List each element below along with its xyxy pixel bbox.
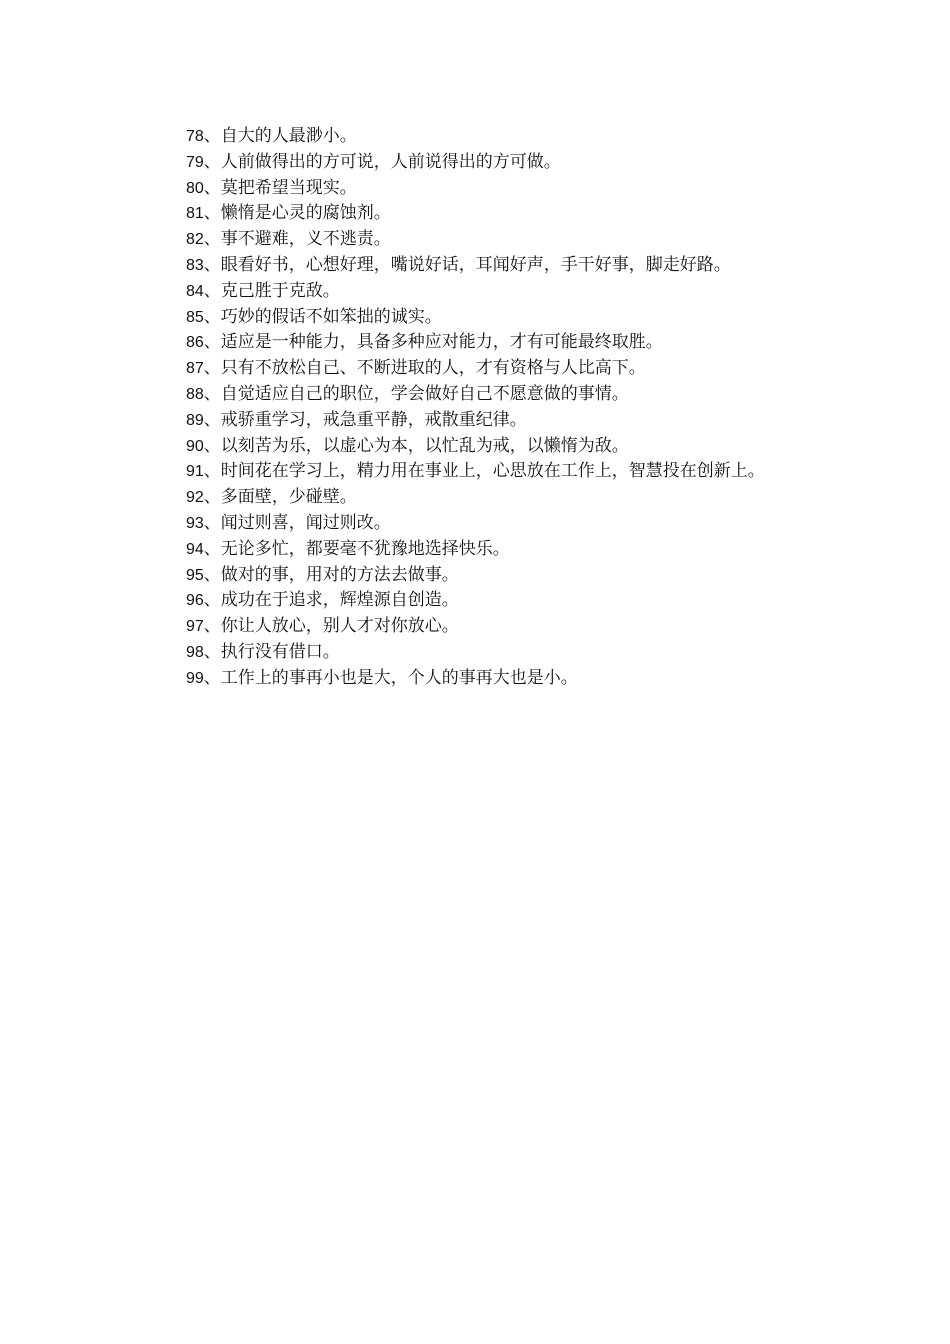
- list-item: [144, 305, 824, 331]
- list-item: [144, 408, 824, 434]
- item-text: 执行没有借口。: [220, 641, 340, 662]
- item-text: 自觉适应自己的职位，学会做好自己不愿意做的事情。: [220, 383, 629, 404]
- list-item: [144, 176, 824, 202]
- list-item: [144, 666, 824, 692]
- list-item: [144, 640, 824, 666]
- list-item: [144, 201, 824, 227]
- item-number: 84: [186, 282, 204, 300]
- quote-list: [144, 124, 824, 692]
- item-text: 莫把希望当现实。: [220, 177, 357, 198]
- item-number: 90: [186, 437, 204, 455]
- item-text: 戒骄重学习，戒急重平静，戒散重纪律。: [220, 409, 527, 430]
- item-number: 78: [186, 128, 204, 145]
- item-separator: 、: [203, 177, 221, 198]
- item-text: 工作上的事再小也是大，个人的事再大也是小。: [220, 667, 578, 688]
- item-number: 85: [186, 308, 204, 326]
- item-separator: 、: [203, 641, 221, 662]
- item-number: 93: [186, 514, 204, 532]
- list-item: [144, 150, 824, 176]
- item-text: 无论多忙，都要毫不犹豫地选择快乐。: [220, 538, 510, 559]
- item-separator: 、: [203, 435, 221, 456]
- item-separator: 、: [203, 203, 221, 224]
- item-separator: 、: [203, 280, 221, 301]
- item-number: 82: [186, 231, 204, 249]
- item-text: 你让人放心，别人才对你放心。: [220, 616, 459, 637]
- list-item: [144, 356, 824, 382]
- item-number: 88: [186, 385, 204, 403]
- list-item: [144, 511, 824, 537]
- item-separator: 、: [203, 616, 221, 637]
- item-number: 92: [186, 489, 204, 507]
- item-text: 事不避难，义不逃责。: [220, 229, 391, 250]
- item-separator: 、: [203, 151, 221, 172]
- item-separator: 、: [203, 564, 221, 585]
- item-number: 79: [186, 153, 204, 171]
- item-separator: 、: [203, 358, 221, 379]
- list-item: [144, 382, 824, 408]
- item-number: 80: [186, 179, 204, 197]
- list-item: [144, 563, 824, 589]
- item-text: 闻过则喜，闻过则改。: [220, 512, 391, 533]
- item-text: 自大的人最渺小。: [220, 126, 357, 146]
- list-item: [144, 537, 824, 563]
- item-text: 眼看好书，心想好理，嘴说好话，耳闻好声，手干好事，脚走好路。: [220, 254, 731, 275]
- list-item: [144, 279, 824, 305]
- list-item: [144, 485, 824, 511]
- item-number: 99: [186, 669, 204, 687]
- list-item: [144, 614, 824, 640]
- item-number: 89: [186, 411, 204, 429]
- item-number: 83: [186, 256, 204, 274]
- list-item: [144, 330, 824, 356]
- item-number: 94: [186, 540, 204, 558]
- item-separator: 、: [203, 487, 221, 508]
- item-number: 95: [186, 566, 204, 584]
- list-item: [144, 227, 824, 253]
- item-text: 适应是一种能力，具备多种应对能力，才有可能最终取胜。: [220, 332, 663, 353]
- item-separator: 、: [203, 538, 221, 559]
- item-text: 多面壁，少碰壁。: [220, 487, 357, 508]
- item-number: 97: [186, 618, 204, 636]
- item-text: 做对的事，用对的方法去做事。: [220, 564, 459, 585]
- item-text: 克己胜于克敌。: [220, 280, 340, 301]
- item-text: 巧妙的假话不如笨拙的诚实。: [220, 306, 442, 327]
- item-number: 91: [186, 463, 204, 481]
- item-separator: 、: [203, 126, 221, 146]
- item-text: 只有不放松自己、不断进取的人，才有资格与人比高下。: [220, 358, 646, 379]
- list-item: [144, 253, 824, 279]
- list-item: [144, 459, 824, 485]
- item-text: 成功在于追求，辉煌源自创造。: [220, 590, 459, 611]
- list-item: [144, 124, 824, 150]
- item-number: 86: [186, 334, 204, 352]
- item-separator: 、: [203, 409, 221, 430]
- item-number: 98: [186, 643, 204, 661]
- item-separator: 、: [203, 512, 221, 533]
- item-separator: 、: [203, 667, 221, 688]
- item-separator: 、: [203, 383, 221, 404]
- item-number: 87: [186, 360, 204, 378]
- item-separator: 、: [203, 332, 221, 353]
- item-separator: 、: [203, 254, 221, 275]
- item-number: 81: [186, 205, 204, 223]
- list-item: [144, 434, 824, 460]
- item-text: 人前做得出的方可说，人前说得出的方可做。: [220, 151, 561, 172]
- item-text: 以刻苦为乐，以虚心为本，以忙乱为戒，以懒惰为敌。: [220, 435, 629, 456]
- item-text: 懒惰是心灵的腐蚀剂。: [220, 203, 391, 224]
- item-separator: 、: [203, 229, 221, 250]
- item-separator: 、: [203, 461, 221, 482]
- item-separator: 、: [203, 306, 221, 327]
- item-separator: 、: [203, 590, 221, 611]
- list-item: [144, 588, 824, 614]
- item-text: 时间花在学习上，精力用在事业上，心思放在工作上，智慧投在创新上。: [220, 461, 765, 482]
- item-number: 96: [186, 592, 204, 610]
